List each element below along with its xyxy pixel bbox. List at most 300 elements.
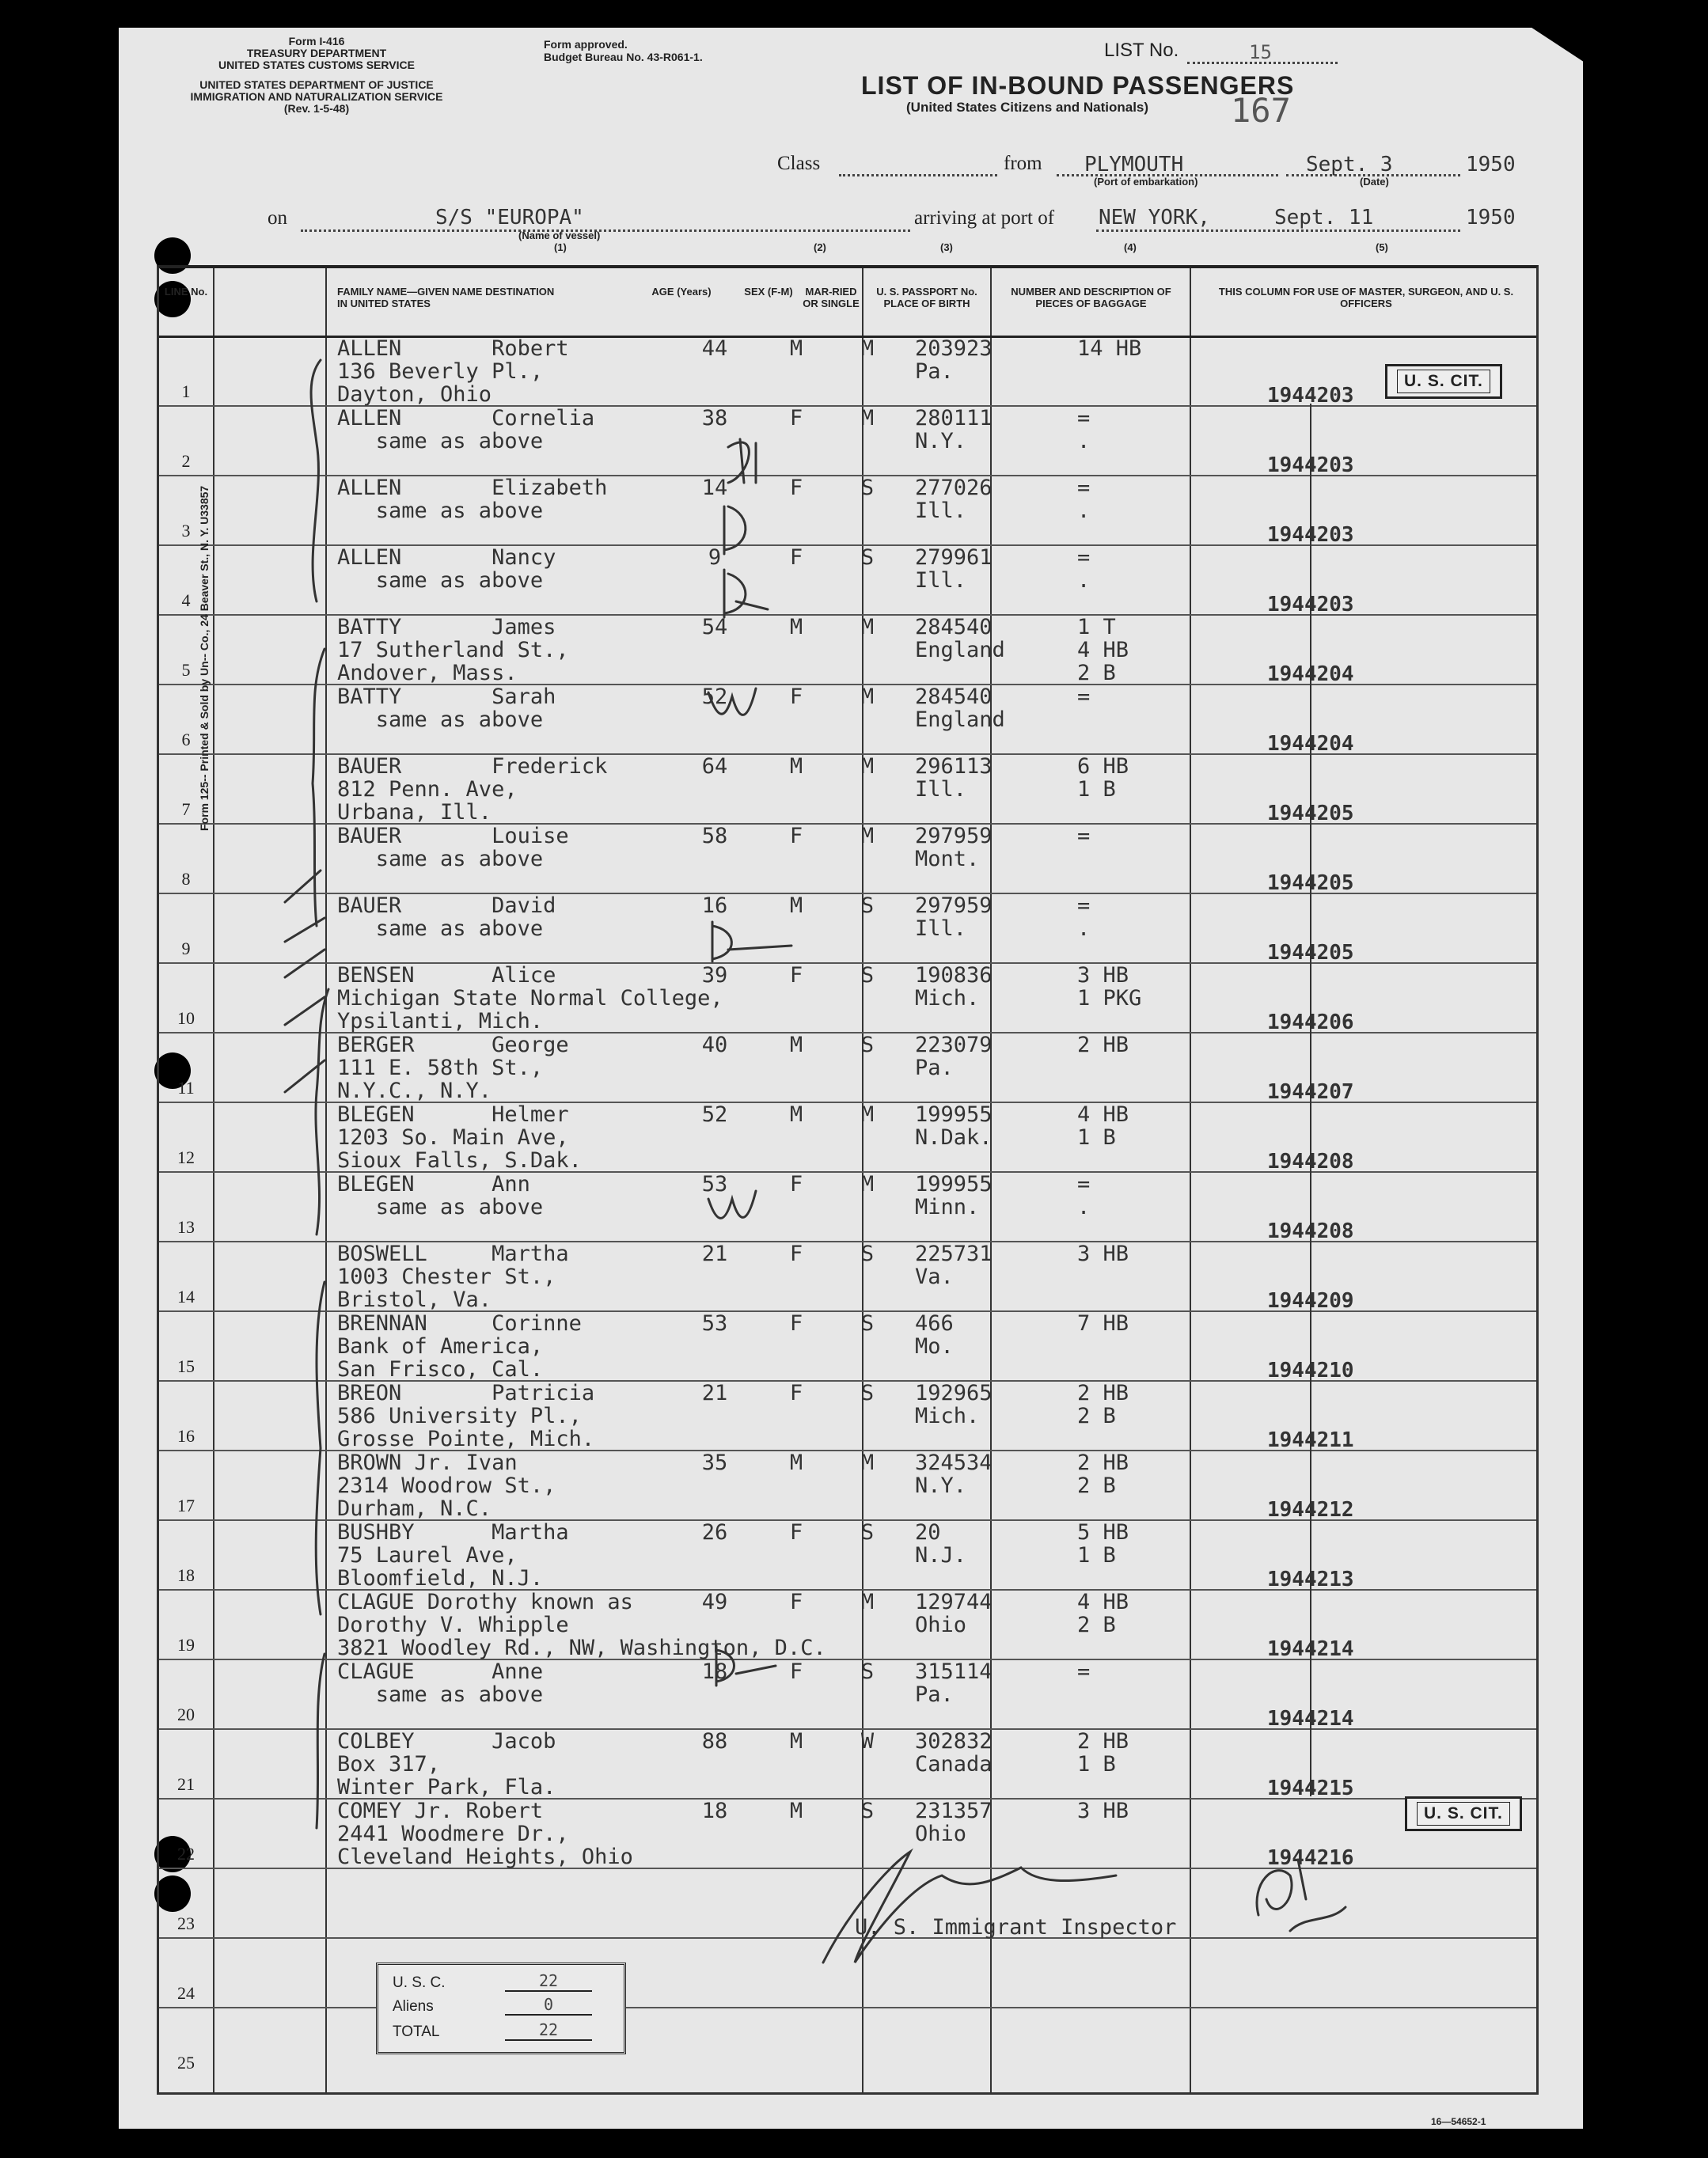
passenger-name: BATTY James <box>337 615 556 639</box>
marital-status: M <box>860 1172 875 1197</box>
age: 26 <box>701 1520 728 1545</box>
destination-line1: 2441 Woodmere Dr., <box>337 1822 569 1846</box>
age: 21 <box>701 1381 728 1405</box>
marital-status: M <box>860 336 875 361</box>
age: 88 <box>701 1729 728 1754</box>
place-of-birth: N.J. <box>915 1543 967 1568</box>
place-of-birth: Pa. <box>915 359 954 384</box>
baggage-line1: 7 HB <box>1077 1311 1129 1336</box>
officer-code: 1944205 <box>1267 802 1354 825</box>
destination-line1: Dorothy V. Whipple <box>337 1613 569 1637</box>
passport-number: 192965 <box>915 1381 993 1405</box>
destination-line2: Bristol, Va. <box>337 1288 492 1312</box>
officer-code: 1944203 <box>1267 523 1354 547</box>
marital-status: M <box>860 615 875 639</box>
total-value: 22 <box>505 2020 592 2041</box>
page-number: 167 <box>1231 91 1291 130</box>
line-number: 25 <box>177 2053 195 2073</box>
baggage-line1: 2 HB <box>1077 1033 1129 1057</box>
line-number: 10 <box>177 1008 195 1028</box>
baggage-line2: . <box>1077 429 1091 453</box>
destination-line2: Grosse Pointe, Mich. <box>337 1427 595 1451</box>
marital-status: S <box>860 1381 875 1405</box>
baggage-line2: . <box>1077 1195 1091 1219</box>
col-passport: U. S. PASSPORT No. PLACE OF BIRTH <box>876 286 977 309</box>
marital-status: S <box>860 1799 875 1823</box>
baggage-line1: 14 HB <box>1077 336 1142 361</box>
officer-code: 1944216 <box>1267 1846 1354 1870</box>
passenger-name: BRENNAN Corinne <box>337 1311 582 1336</box>
baggage-line1: 6 HB <box>1077 754 1129 779</box>
baggage-line1: = <box>1077 545 1091 570</box>
sex: F <box>789 1242 803 1266</box>
baggage-line1: = <box>1077 893 1091 918</box>
col-num: (1) <box>554 241 567 253</box>
sex: M <box>789 1799 803 1823</box>
sex: F <box>789 545 803 570</box>
marital-status: S <box>860 893 875 918</box>
officer-code: 1944203 <box>1267 384 1354 408</box>
officer-code: 1944215 <box>1267 1777 1354 1800</box>
line-number: 16 <box>177 1426 195 1446</box>
baggage-line1: 4 HB <box>1077 1102 1129 1127</box>
destination-line1: 1003 Chester St., <box>337 1265 556 1289</box>
marital-status: M <box>860 1102 875 1127</box>
officer-code: 1944206 <box>1267 1011 1354 1034</box>
baggage-line2: 1 B <box>1077 777 1116 802</box>
form-number: Form I-416 <box>288 35 345 47</box>
passport-number: 199955 <box>915 1102 993 1127</box>
line-number: 7 <box>181 799 191 819</box>
sex: M <box>789 1451 803 1475</box>
line-number: 1 <box>181 381 191 401</box>
baggage-line1: = <box>1077 824 1091 848</box>
baggage-line2: 2 B <box>1077 1473 1116 1498</box>
passport-number: 225731 <box>915 1242 993 1266</box>
age: 18 <box>701 1659 728 1684</box>
arriving-label: arriving at port of <box>914 207 1055 229</box>
passport-number: 279961 <box>915 545 993 570</box>
baggage-line2: 1 B <box>1077 1125 1116 1150</box>
place-of-birth: Va. <box>915 1265 954 1289</box>
col-num: (3) <box>940 241 953 253</box>
col-num: (2) <box>814 241 826 253</box>
printer-imprint: Form 125-- Printed & Sold by Un-- Co., 24 Beaver St., N. Y. U33857 <box>198 485 211 831</box>
list-no-value: 15 <box>1249 41 1272 63</box>
passenger-name: BROWN Jr. Ivan <box>337 1451 518 1475</box>
sex: F <box>789 1311 803 1336</box>
us-cit-stamp-text: U. S. CIT. <box>1397 370 1490 393</box>
destination-line2: Dayton, Ohio <box>337 382 492 407</box>
sex: F <box>789 963 803 988</box>
col-officers: THIS COLUMN FOR USE OF MASTER, SURGEON, AND U. S. OFFICERS <box>1218 286 1514 309</box>
sex: M <box>789 754 803 779</box>
passenger-name: BAUER Louise <box>337 824 569 848</box>
passenger-name: ALLEN Nancy <box>337 545 556 570</box>
place-of-birth: Minn. <box>915 1195 980 1219</box>
marital-status: S <box>860 1311 875 1336</box>
age: 14 <box>701 476 728 500</box>
officer-code: 1944204 <box>1267 732 1354 756</box>
baggage-line1: 2 HB <box>1077 1729 1129 1754</box>
sex: M <box>789 615 803 639</box>
line-number: 15 <box>177 1356 195 1376</box>
destination-line1: Box 317, <box>337 1752 441 1777</box>
place-of-birth: N.Dak. <box>915 1125 993 1150</box>
passport-number: 190836 <box>915 963 993 988</box>
place-of-birth: N.Y. <box>915 1473 967 1498</box>
sex: F <box>789 1172 803 1197</box>
sex: F <box>789 824 803 848</box>
col-married: MAR-RIED OR SINGLE <box>803 286 860 309</box>
passenger-name: ALLEN Elizabeth <box>337 476 608 500</box>
destination-line2: Urbana, Ill. <box>337 800 492 825</box>
baggage-line1: = <box>1077 476 1091 500</box>
place-of-birth: Ohio <box>915 1822 967 1846</box>
sex: M <box>789 1033 803 1057</box>
passport-number: 297959 <box>915 893 993 918</box>
marital-status: M <box>860 685 875 709</box>
sex: M <box>789 893 803 918</box>
officer-code: 1944204 <box>1267 662 1354 686</box>
usc-value: 22 <box>505 1971 592 1992</box>
customs-service: UNITED STATES CUSTOMS SERVICE <box>218 59 415 71</box>
budget-bureau: Budget Bureau No. 43-R061-1. <box>544 51 703 63</box>
marital-status: S <box>860 1033 875 1057</box>
age: 53 <box>701 1311 728 1336</box>
marital-status: M <box>860 1451 875 1475</box>
officer-code: 1944214 <box>1267 1637 1354 1661</box>
line-number: 18 <box>177 1565 195 1585</box>
baggage-line3: 2 B <box>1077 661 1116 685</box>
baggage-line1: = <box>1077 685 1091 709</box>
baggage-line1: 2 HB <box>1077 1381 1129 1405</box>
from-label: from <box>1004 153 1042 174</box>
place-of-birth: Ohio <box>915 1613 967 1637</box>
destination-line1: 812 Penn. Ave, <box>337 777 518 802</box>
baggage-line2: . <box>1077 568 1091 593</box>
passport-number: 302832 <box>915 1729 993 1754</box>
baggage-line2: 1 B <box>1077 1752 1116 1777</box>
passport-number: 203923 <box>915 336 993 361</box>
destination-line2: San Frisco, Cal. <box>337 1357 544 1382</box>
place-of-birth: Ill. <box>915 499 967 523</box>
sex: M <box>789 1729 803 1754</box>
sex: F <box>789 476 803 500</box>
passport-number: 297959 <box>915 824 993 848</box>
passenger-name: ALLEN Cornelia <box>337 406 595 430</box>
age: 53 <box>701 1172 728 1197</box>
aliens-value: 0 <box>505 1995 592 2016</box>
age: 64 <box>701 754 728 779</box>
sex: F <box>789 406 803 430</box>
passenger-name: ALLEN Robert <box>337 336 569 361</box>
destination-line1: 17 Sutherland St., <box>337 638 569 662</box>
place-of-birth: Mich. <box>915 986 980 1011</box>
line-number: 9 <box>181 939 191 958</box>
list-no-label: LIST No. <box>1104 40 1179 61</box>
place-of-birth: England <box>915 707 1005 732</box>
sex: M <box>789 1102 803 1127</box>
destination-line1: same as above <box>337 1682 544 1707</box>
marital-status: S <box>860 1242 875 1266</box>
passenger-name: BLEGEN Ann <box>337 1172 530 1197</box>
line-number: 12 <box>177 1147 195 1167</box>
passenger-name: CLAGUE Dorothy known as <box>337 1590 633 1614</box>
revision: (Rev. 1-5-48) <box>283 102 350 115</box>
total-label: TOTAL <box>393 2023 440 2040</box>
line-number: 22 <box>177 1844 195 1864</box>
on-label: on <box>268 207 287 229</box>
baggage-line1: = <box>1077 406 1091 430</box>
baggage-line1: = <box>1077 1659 1091 1684</box>
inspector-title: U. S. Immigrant Inspector <box>855 1915 1177 1940</box>
passenger-name: BREON Patricia <box>337 1381 595 1405</box>
place-of-birth: Pa. <box>915 1682 954 1707</box>
arrival-date: Sept. 11 <box>1274 206 1374 229</box>
line-number: 3 <box>181 521 191 540</box>
age: 44 <box>701 336 728 361</box>
form-code: 16—54652-1 <box>1431 2116 1486 2127</box>
col-name: FAMILY NAME—GIVEN NAME DESTINATION IN UNITED STATES <box>337 286 555 309</box>
destination-line1: 75 Laurel Ave, <box>337 1543 518 1568</box>
baggage-line2: 4 HB <box>1077 638 1129 662</box>
destination-line2: Winter Park, Fla. <box>337 1775 556 1800</box>
passport-number: 324534 <box>915 1451 993 1475</box>
baggage-line2: 2 B <box>1077 1404 1116 1428</box>
page-title: LIST OF IN-BOUND PASSENGERS <box>861 71 1295 100</box>
destination-line2: Durham, N.C. <box>337 1496 492 1521</box>
officer-code: 1944207 <box>1267 1080 1354 1104</box>
place-of-birth: Ill. <box>915 568 967 593</box>
sex: M <box>789 336 803 361</box>
vessel-caption: (Name of vessel) <box>518 229 601 241</box>
place-of-birth: N.Y. <box>915 429 967 453</box>
age: 9 <box>708 545 722 570</box>
marital-status: M <box>860 406 875 430</box>
destination-line2: Andover, Mass. <box>337 661 518 685</box>
approved-text: Form approved. <box>544 38 628 51</box>
passport-number: 296113 <box>915 754 993 779</box>
place-of-birth: Ill. <box>915 777 967 802</box>
destination-line1: same as above <box>337 707 544 732</box>
place-of-birth: Canada <box>915 1752 993 1777</box>
line-number: 20 <box>177 1705 195 1724</box>
passenger-name: BERGER George <box>337 1033 569 1057</box>
arrival-port: NEW YORK, <box>1099 206 1210 229</box>
age: 52 <box>701 685 728 709</box>
baggage-line2: 1 PKG <box>1077 986 1142 1011</box>
passenger-name: BUSHBY Martha <box>337 1520 569 1545</box>
marital-status: S <box>860 545 875 570</box>
aliens-label: Aliens <box>393 1998 434 2015</box>
baggage-line1: 4 HB <box>1077 1590 1129 1614</box>
line-number: 13 <box>177 1217 195 1237</box>
officer-code: 1944205 <box>1267 941 1354 965</box>
passport-number: 277026 <box>915 476 993 500</box>
officer-code: 1944210 <box>1267 1359 1354 1382</box>
officer-code: 1944211 <box>1267 1428 1354 1452</box>
line-number: 23 <box>177 1913 195 1933</box>
officer-code: 1944208 <box>1267 1150 1354 1174</box>
place-of-birth: Ill. <box>915 916 967 941</box>
col-baggage: NUMBER AND DESCRIPTION OF PIECES OF BAGGAGE <box>1011 286 1171 309</box>
line-number: 4 <box>181 590 191 610</box>
officer-code: 1944214 <box>1267 1707 1354 1731</box>
destination-line1: same as above <box>337 499 544 523</box>
destination-line1: 111 E. 58th St., <box>337 1056 544 1080</box>
line-number: 8 <box>181 869 191 889</box>
destination-line1: same as above <box>337 847 544 871</box>
baggage-line1: 1 T <box>1077 615 1116 639</box>
line-number: 11 <box>177 1078 195 1098</box>
col-line-no: LINE No. <box>164 286 208 298</box>
officer-code: 1944203 <box>1267 453 1354 477</box>
destination-line1: same as above <box>337 568 544 593</box>
vessel-name: S/S "EUROPA" <box>435 206 584 229</box>
destination-line1: 586 University Pl., <box>337 1404 582 1428</box>
destination-line1: 1203 So. Main Ave, <box>337 1125 569 1150</box>
passport-number: 315114 <box>915 1659 993 1684</box>
passport-number: 20 <box>915 1520 941 1545</box>
embark-year: 1950 <box>1466 153 1516 176</box>
passenger-name: COLBEY Jacob <box>337 1729 556 1754</box>
baggage-line2: . <box>1077 916 1091 941</box>
passport-number: 231357 <box>915 1799 993 1823</box>
sex: F <box>789 1590 803 1614</box>
baggage-line1: 2 HB <box>1077 1451 1129 1475</box>
officer-code: 1944205 <box>1267 871 1354 895</box>
passenger-name: BENSEN Alice <box>337 963 556 988</box>
age: 18 <box>701 1799 728 1823</box>
marital-status: M <box>860 754 875 779</box>
place-of-birth: England <box>915 638 1005 662</box>
line-number: 2 <box>181 451 191 471</box>
marital-status: M <box>860 1590 875 1614</box>
marital-status: W <box>860 1729 875 1754</box>
passport-number: 223079 <box>915 1033 993 1057</box>
col-sex: SEX (F-M) <box>744 286 793 298</box>
destination-line2: 3821 Woodley Rd., NW, Washington, D.C. <box>337 1636 826 1660</box>
baggage-line1: 3 HB <box>1077 963 1129 988</box>
age: 39 <box>701 963 728 988</box>
age: 40 <box>701 1033 728 1057</box>
passport-number: 284540 <box>915 615 993 639</box>
page-subtitle: (United States Citizens and Nationals) <box>906 100 1149 115</box>
sex: F <box>789 1381 803 1405</box>
us-cit-stamp-text: U. S. CIT. <box>1417 1802 1510 1826</box>
passenger-name: BAUER Frederick <box>337 754 608 779</box>
col-age: AGE (Years) <box>651 286 712 298</box>
line-number: 24 <box>177 1983 195 2003</box>
line-number: 21 <box>177 1774 195 1794</box>
sex: F <box>789 1520 803 1545</box>
passenger-name: BLEGEN Helmer <box>337 1102 569 1127</box>
age: 35 <box>701 1451 728 1475</box>
officer-code: 1944209 <box>1267 1289 1354 1313</box>
age: 54 <box>701 615 728 639</box>
officer-code: 1944203 <box>1267 593 1354 616</box>
age: 38 <box>701 406 728 430</box>
marital-status: S <box>860 963 875 988</box>
sex: F <box>789 685 803 709</box>
embark-date: Sept. 3 <box>1306 153 1393 176</box>
baggage-line2: . <box>1077 499 1091 523</box>
passenger-name: CLAGUE Anne <box>337 1659 544 1684</box>
age: 21 <box>701 1242 728 1266</box>
destination-line1: Michigan State Normal College, <box>337 986 723 1011</box>
baggage-line2: 1 B <box>1077 1543 1116 1568</box>
baggage-line2: 2 B <box>1077 1613 1116 1637</box>
port-embarkation: PLYMOUTH <box>1084 153 1184 176</box>
destination-line2: Ypsilanti, Mich. <box>337 1009 544 1033</box>
place-of-birth: Mo. <box>915 1334 954 1359</box>
passport-number: 199955 <box>915 1172 993 1197</box>
passenger-name: BAUER David <box>337 893 556 918</box>
marital-status: S <box>860 476 875 500</box>
place-of-birth: Mich. <box>915 1404 980 1428</box>
officer-code: 1944208 <box>1267 1219 1354 1243</box>
passenger-name: BOSWELL Martha <box>337 1242 569 1266</box>
sex: F <box>789 1659 803 1684</box>
marital-status: S <box>860 1520 875 1545</box>
destination-line2: N.Y.C., N.Y. <box>337 1079 492 1103</box>
port-caption: (Port of embarkation) <box>1094 176 1198 188</box>
place-of-birth: Mont. <box>915 847 980 871</box>
passport-number: 280111 <box>915 406 993 430</box>
line-number: 19 <box>177 1635 195 1655</box>
passport-number: 466 <box>915 1311 954 1336</box>
passenger-name: BATTY Sarah <box>337 685 556 709</box>
destination-line1: 2314 Woodrow St., <box>337 1473 556 1498</box>
baggage-line1: = <box>1077 1172 1091 1197</box>
destination-line2: Cleveland Heights, Ohio <box>337 1845 633 1869</box>
destination-line1: same as above <box>337 916 544 941</box>
destination-line1: same as above <box>337 429 544 453</box>
class-label: Class <box>777 153 821 174</box>
date-caption: (Date) <box>1360 176 1389 188</box>
destination-line1: 136 Beverly Pl., <box>337 359 544 384</box>
baggage-line1: 3 HB <box>1077 1799 1129 1823</box>
age: 49 <box>701 1590 728 1614</box>
line-number: 17 <box>177 1496 195 1515</box>
line-number: 14 <box>177 1287 195 1307</box>
col-num: (5) <box>1376 241 1388 253</box>
marital-status: M <box>860 824 875 848</box>
baggage-line1: 3 HB <box>1077 1242 1129 1266</box>
marital-status: S <box>860 1659 875 1684</box>
age: 58 <box>701 824 728 848</box>
line-number: 5 <box>181 660 191 680</box>
usc-label: U. S. C. <box>393 1974 446 1991</box>
destination-line2: Sioux Falls, S.Dak. <box>337 1148 582 1173</box>
destination-line2: Bloomfield, N.J. <box>337 1566 544 1591</box>
passport-number: 129744 <box>915 1590 993 1614</box>
arrival-year: 1950 <box>1466 206 1516 229</box>
officer-code: 1944213 <box>1267 1568 1354 1591</box>
passport-number: 284540 <box>915 685 993 709</box>
officer-code: 1944212 <box>1267 1498 1354 1522</box>
ins-service: IMMIGRATION AND NATURALIZATION SERVICE <box>190 90 443 103</box>
age: 16 <box>701 893 728 918</box>
destination-line1: same as above <box>337 1195 544 1219</box>
justice-dept: UNITED STATES DEPARTMENT OF JUSTICE <box>199 78 434 91</box>
passenger-name: COMEY Jr. Robert <box>337 1799 544 1823</box>
line-number: 6 <box>181 730 191 749</box>
col-num: (4) <box>1124 241 1137 253</box>
treasury-dept: TREASURY DEPARTMENT <box>246 47 387 59</box>
age: 52 <box>701 1102 728 1127</box>
